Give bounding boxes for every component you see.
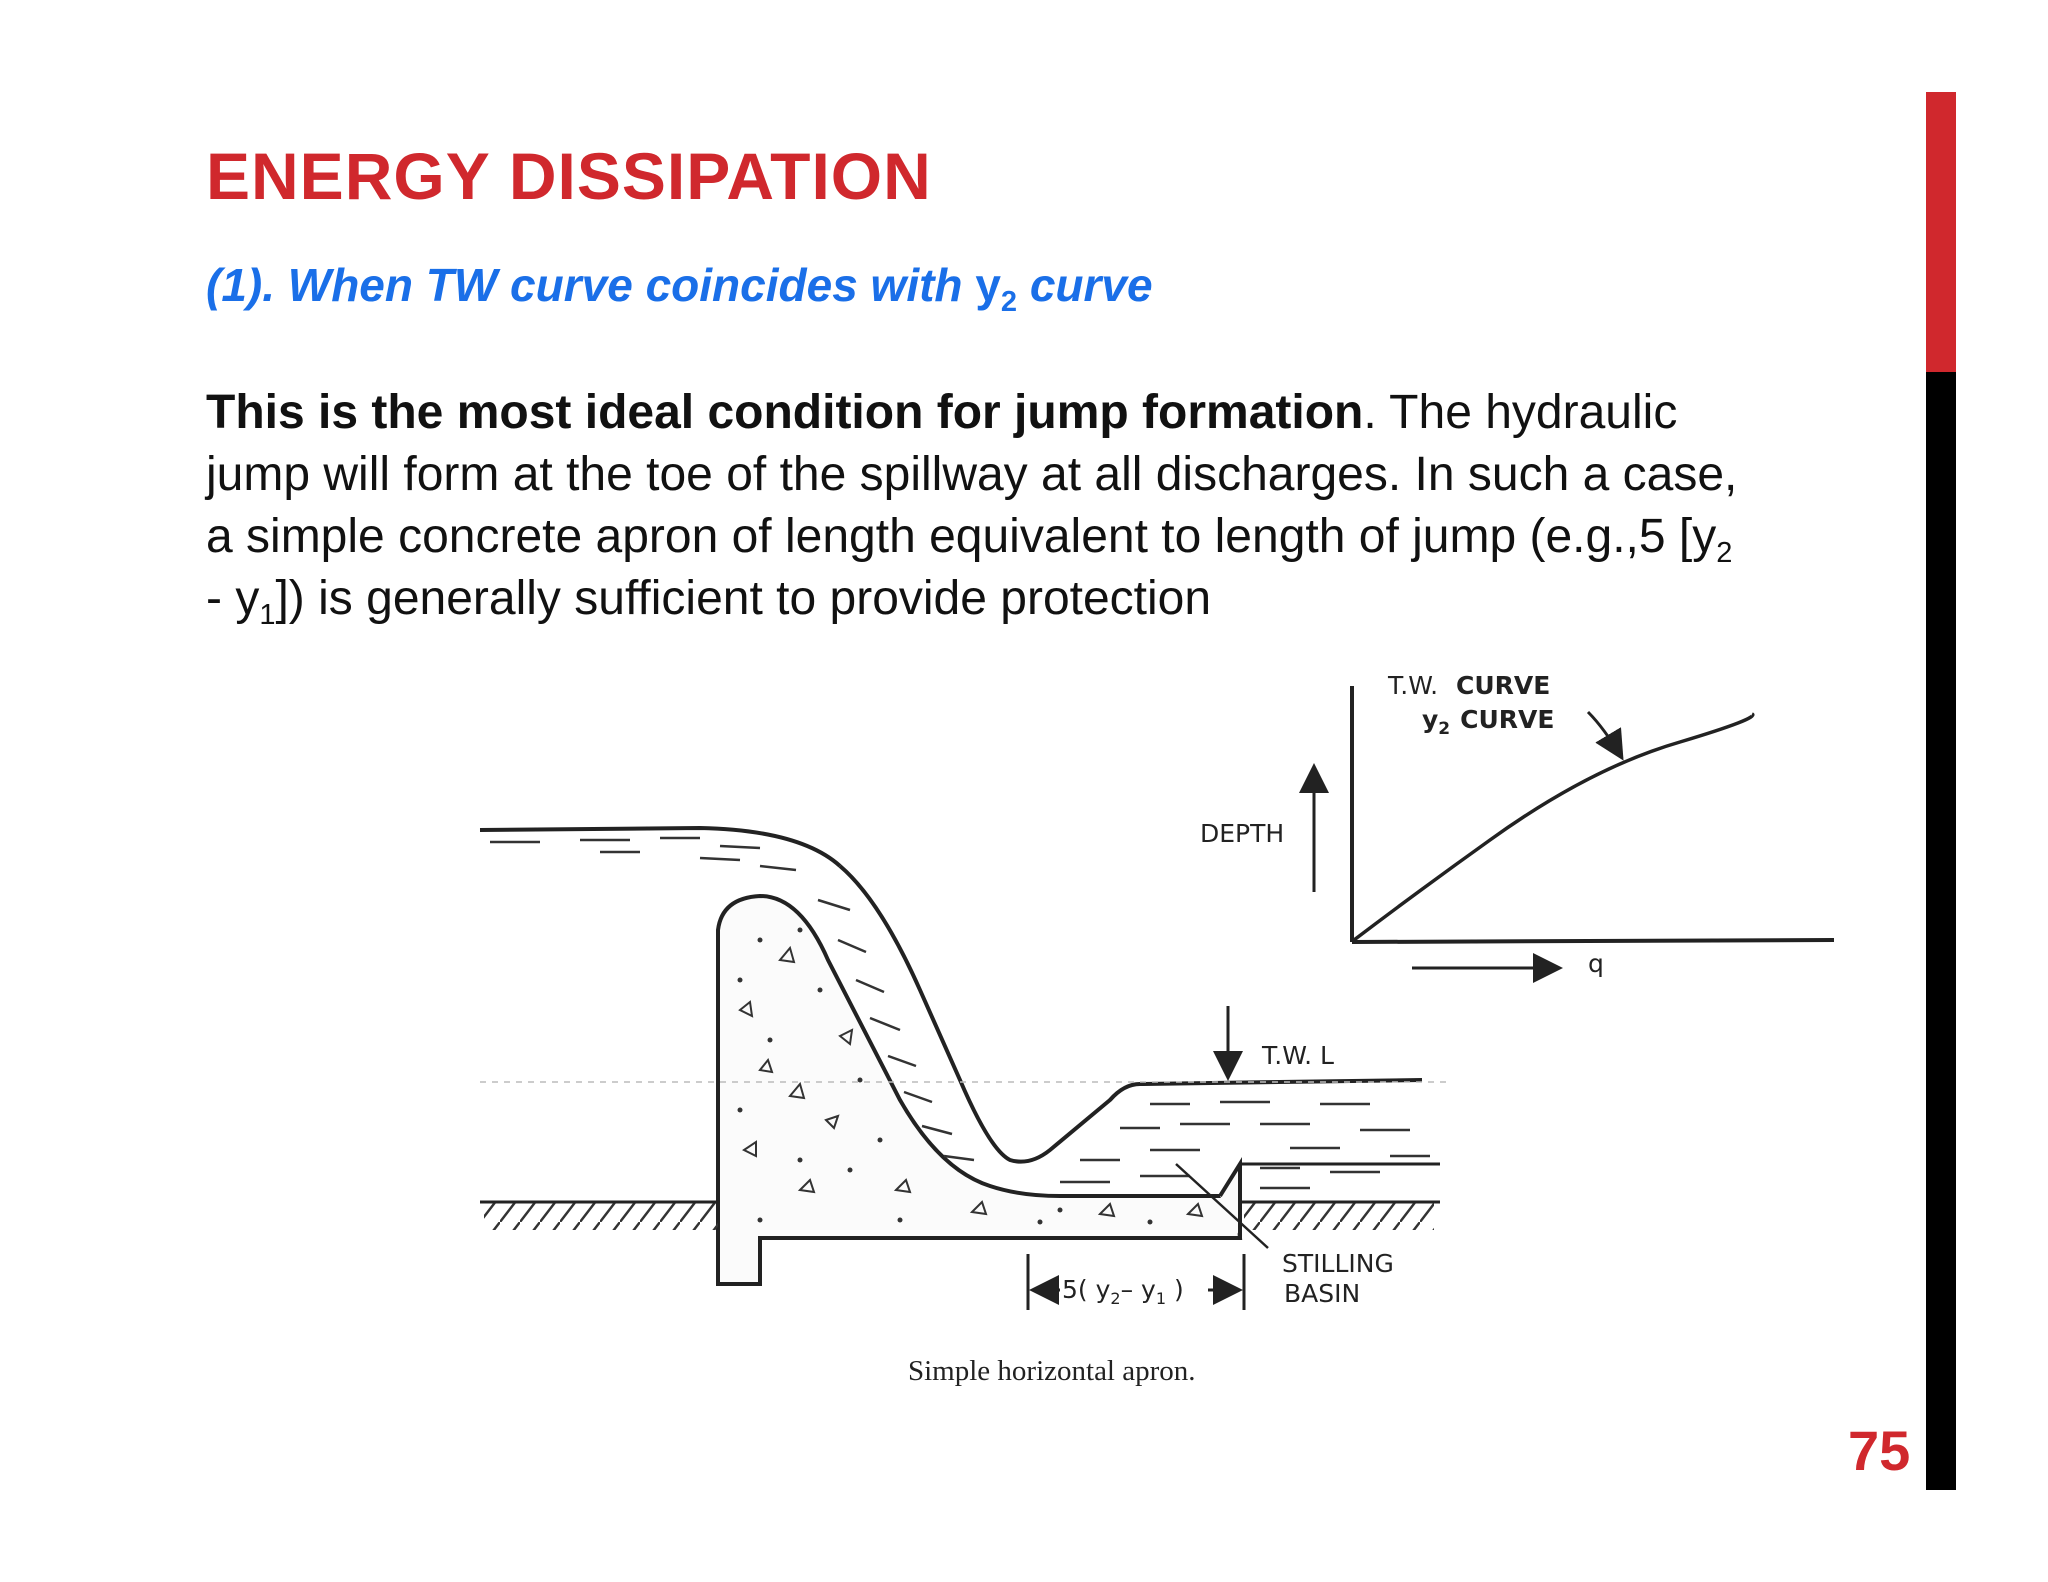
- upstream-water-surface: [480, 828, 840, 866]
- para-line-1-rest: . The hydraulic: [1363, 386, 1678, 439]
- apron-len-sub2: 1: [1155, 1289, 1167, 1308]
- tw-curve-label-b: CURVE: [1456, 671, 1551, 700]
- slide-title: ENERGY DISSIPATION: [206, 139, 932, 213]
- apron-length-label: [1062, 1275, 1184, 1308]
- subtitle-var: y: [975, 259, 1001, 311]
- subtitle-suffix: curve: [1017, 259, 1153, 311]
- depth-label: DEPTH: [1200, 819, 1285, 848]
- basin-water-dashes: [1060, 1102, 1430, 1188]
- para-line-3-sub: 2: [1716, 537, 1733, 569]
- spillway-section: [480, 828, 1450, 1387]
- y2-label-sub: 2: [1438, 719, 1451, 739]
- stilling-label-2: BASIN: [1284, 1279, 1361, 1308]
- para-line-4-sub: 1: [259, 599, 276, 631]
- stilling-label-1: STILLING: [1282, 1249, 1394, 1278]
- subtitle-sub: 2: [1000, 286, 1018, 318]
- graph-x-axis: [1352, 940, 1834, 942]
- apron-len-b: ): [1166, 1275, 1184, 1304]
- depth-discharge-graph: [1200, 671, 1834, 978]
- tw-curve-label-a: T.W.: [1388, 671, 1439, 700]
- upstream-water-dashes: [490, 838, 796, 870]
- para-bold: This is the most ideal condition for jump formation: [206, 386, 1364, 439]
- y2-label-var: y: [1422, 705, 1439, 734]
- q-label: q: [1588, 949, 1604, 978]
- y2-label-word: CURVE: [1460, 705, 1555, 734]
- curve-pointer: [1588, 712, 1622, 758]
- ground-right-hatch: [1244, 1202, 1434, 1230]
- apron-len-sub1: 2: [1110, 1289, 1121, 1308]
- subtitle-prefix: (1). When TW curve coincides with: [206, 259, 976, 311]
- para-line-4-b: ]) is generally sufficient to provide protection: [275, 572, 1212, 625]
- figure-caption: Simple horizontal apron.: [908, 1355, 1196, 1387]
- para-line-2: jump will form at the toe of the spillway at all discharges. In such a case,: [206, 448, 1738, 501]
- apron-len-a: 5( y: [1062, 1275, 1111, 1304]
- twl-label: T.W. L: [1262, 1041, 1334, 1070]
- apron-len-mid: – y: [1120, 1275, 1156, 1304]
- overflow-nappe: [840, 866, 1422, 1162]
- tw-y2-curve: [1354, 714, 1753, 940]
- page-number: 75: [1848, 1419, 1911, 1482]
- para-line-4-a: - y: [206, 572, 260, 625]
- para-line-3-text: a simple concrete apron of length equivalent to length of jump (e.g.,5 [y: [206, 510, 1717, 563]
- y2-curve-label: [1422, 705, 1554, 739]
- ground-left-hatch: [484, 1202, 718, 1230]
